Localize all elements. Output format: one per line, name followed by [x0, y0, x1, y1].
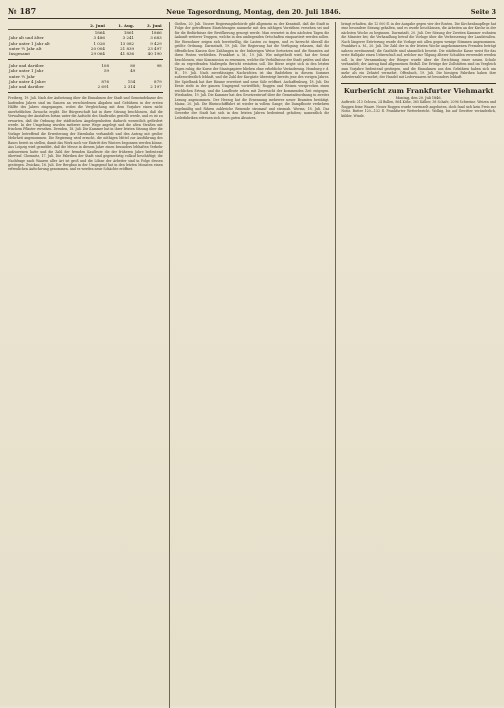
table-column-header — [8, 22, 78, 30]
table-cell: 41 836 — [120, 51, 135, 57]
table-cell: 879 — [154, 78, 162, 84]
table-cell: unter ½ Jahr — [9, 73, 35, 79]
table-cell: 1861 — [123, 30, 135, 36]
table-row — [8, 84, 163, 89]
secondary-table — [8, 63, 163, 89]
table-cell: Insgesamt — [9, 51, 30, 57]
page-number: № 187 — [8, 6, 37, 16]
market-report-text: Auftrieb: 213 Ochsen, 24 Bullen, 864 Kühe, 365 Kälber, 38 Schafe, 2096 Schweine. Weizen und Roggen feine Waare. Neuer Roggen wurde vereinzelt angeboten, doch fand sich kein Preis zur Notiz. Butter 120—132 fl. Frankfurter Wetterbericht. Wolkig, bis auf Gewitter veränderlich, kühler, Winde. — [341, 100, 497, 118]
market-report-date: Montag, den 20. Juli 1846. — [395, 95, 442, 100]
column-middle — [169, 22, 330, 708]
table-cell: 108 — [101, 63, 110, 69]
table-cell: 1 026 — [93, 40, 105, 46]
table-body — [8, 30, 163, 57]
table-column-header: 2. Juni — [78, 22, 106, 30]
table-cell: Jahr unter 4 Jahre — [9, 78, 46, 84]
table-cell: 2 197 — [150, 84, 162, 90]
table-cell: 154 — [127, 78, 136, 84]
divider — [341, 83, 496, 84]
table-cell: 21 839 — [120, 45, 135, 51]
table-cell: 80 — [130, 63, 136, 69]
table-header-row — [8, 22, 163, 30]
table-cell: 1866 — [151, 30, 162, 36]
table-column-header: 3. Juni — [135, 22, 163, 30]
table-cell: 2 691 — [97, 84, 110, 90]
table-cell: 3 683 — [150, 35, 162, 41]
table-cell: 29 064 — [90, 51, 105, 57]
population-table — [8, 22, 163, 56]
masthead-name: Neue Tagesordnung — [166, 8, 240, 16]
table-body — [8, 63, 163, 89]
page-header — [8, 6, 496, 19]
table-cell: 9 429 — [150, 40, 162, 46]
table-cell: unter ½ Jahr alt — [9, 45, 42, 51]
table-cell: Jahr und darüber — [9, 84, 45, 90]
table-cell: 23 497 — [147, 45, 162, 51]
table-cell: Jahr unter 1 Jahr alt — [9, 40, 50, 46]
table-row — [8, 51, 163, 56]
table-cell: 49 — [130, 68, 136, 74]
table-cell: 59 — [103, 68, 110, 74]
table-cell: 876 — [101, 78, 110, 84]
article-text: Gießen, 20. Juli. Unsere Regierungsbehörde gibt allgemein zu der Kenntniß, daß die Stadt in Folge der getroffenen Einrichtungen nunmehr mit den nöthigen Vorräthen versehen sei und für die Bedürfnisse der Bevölkerung gesorgt werde. Man erwartet in den nächsten Tagen die Ankunft weiterer Truppen, welche in den umliegenden Ortschaften einquartiert werden sollen. Die Einwohner zeigen sich bereitwillig, die Lasten zu tragen, und es herrscht überall die größte Ordnung. Darmstadt, 19. Juli. Die Regierung hat die Verfügung erlassen, daß die öffentlichen Kassen ihre Zahlungen in der bisherigen Weise fortsetzen und die Beamten auf ihren Posten verbleiben. Frankfurt a. M., 19. Juli. Wie mitgetheilt wird, hat der Senat beschlossen, eine Kommission zu ernennen, welche die Verhältnisse der Stadt prüfen und über die zu ergreifenden Maßregeln Bericht erstatten soll. Die Börse zeigte sich in den letzten Tagen ruhig; die Kurse der Staatspapiere blieben ohne erhebliche Veränderung. Homburg v. d. H., 19. Juli. Nach zuverlässigen Nachrichten ist das Badeleben in diesem Sommer außerordentlich lebhaft, und die Zahl der Kurgäste übersteigt bereits jene des vorigen Jahres. Die Spielbank hat ihre Räume erweitert und neue Säle eröffnet. Aschaffenburg, 18. Juli. Die Ernte steht in der ganzen Umgegend vortrefflich; Roggen und Weizen versprechen einen reichlichen Ertrag, und die Landleute sehen mit Zuversicht der kommenden Zeit entgegen. Wiesbaden, 19. Juli. Die Kammer hat den Gesetzentwurf über die Gemeindeordnung in zweiter Lesung angenommen. Der Herzog hat die Ernennung mehrerer neuer Beamten bestätigt. Mainz, 20. Juli. Die Rheinschifffahrt ist wieder in vollem Gange; die Dampfboote verkehren regelmäßig und führen zahlreiche Reisende stromauf und stromab. Worms, 18. Juli. Das Gewerbe der Stadt hat sich in den letzten Jahren bedeutend gehoben; namentlich die Lederfabriken erfreuen sich eines guten Absatzes. — [174, 22, 330, 120]
column-left — [8, 22, 163, 708]
table-cell: Jahr und darüber — [9, 63, 45, 69]
column-layout — [8, 22, 496, 708]
dateline: Montag, den 20. Juli 1846. — [243, 8, 341, 16]
divider — [8, 92, 163, 93]
table-cell: 98 — [156, 63, 162, 69]
table-column-header: 1. Aug. — [106, 22, 135, 30]
article-text: Freiberg, 19. Juli. Nach der Aufsetzung über die Einnahmen der Stadt und Gemeindekasse des laufenden Jahres sind im Ganzen an verschiedenen Abgaben und Gebühren in der ersten Hälfte des Jahres eingegangen, wobei die Vergleichung mit dem Vorjahre einen nicht unerheblichen Zuwachs ergibt. Die Bürgerschaft hat in ihrer Sitzung beschlossen, daß die Verwaltung der Anstalten fortan unter die Aufsicht des Stadtraths gestellt werde, und es ist zu erwarten, daß die Ordnung der städtischen Angelegenheiten dadurch wesentlich gefördert werde. In der Umgebung wurden mehrere neue Wege angelegt und die alten Straßen mit frischem Pflaster versehen. Dresden, 18. Juli. Die Kammer hat in ihrer letzten Sitzung über die Vorlage betreffend die Erweiterung der Eisenbahn verhandelt und den Antrag mit großer Mehrheit angenommen. Die Regierung wird ersucht, die nöthigen Mittel zur Ausführung des Baues bereit zu stellen, damit das Werk noch vor Eintritt des Winters begonnen werden könne. Aus Leipzig wird gemeldet, daß die Messe in diesem Jahre einen besonders lebhaften Verkehr aufzuweisen hatte und die Zahl der fremden Kaufleute die der früheren Jahre bedeutend übertraf. Chemnitz, 17. Juli. Die Fabriken der Stadt sind gegenwärtig vollauf beschäftigt; die Nachfrage nach Waaren aller Art ist groß und die Löhne der Arbeiter sind in Folge dessen gestiegen. Zwickau, 16. Juli. Der Bergbau in der Umgegend hat in den letzten Monaten einen erfreulichen Aufschwung genommen, und es werden neue Schächte eröffnet. — [8, 96, 163, 172]
table-cell: 40 190 — [147, 51, 162, 57]
sheet-number: Seite 3 — [470, 8, 496, 16]
table-cell: Jahr unter 1 Jahr — [9, 68, 44, 74]
article-text: bringt erhalten, die 12 000 fl. in der Ausgabe gegen vier der Rosten. Die Kirchenbaupflege hat eine besondere Sitzung gehalten, und es wurde beschlossen, die Arbeiten an der Kirche in der nächsten Woche zu beginnen. Darmstadt, 20. Juli. Der Sitzung der Zweiten Kammer wohnten die Minister bei; die Verhandlung betraf die Vorlage über die Verbesserung der Landstraßen. Nach längerer Erörterung wurde die Vorlage mit allen gegen wenige Stimmen angenommen. Frankfurt a. M., 20. Juli. Die Zahl der in der letzten Woche angekommenen Fremden beträgt nahezu zweitausend; die Gasthöfe sind sämmtlich besetzt. Die städtische Kasse weist für das erste Halbjahr einen Ueberschuß auf, welcher zur Tilgung älterer Schulden verwendet werden soll. In der Versammlung der Bürger wurde über die Errichtung einer neuen Schule verhandelt; der Antrag fand allgemeinen Beifall. Die Erträge der Zollstätten sind im Vergleich zum Vorjahre bedeutend gestiegen, und die Einnahmen aus den Gebühren haben sich um mehr als ein Zehntel vermehrt. Offenbach, 19. Juli. Die hiesigen Fabriken haben ihre Arbeiterzahl vermehrt; der Handel mit Lederwaaren ist besonders lebhaft. — [341, 22, 497, 80]
column-right — [335, 22, 496, 708]
table-cell: 13 082 — [120, 40, 135, 46]
table-cell: 1864 — [94, 30, 105, 36]
table-cell: 3 486 — [93, 35, 105, 41]
market-report-title: Kurbericht zum Frankfurter Viehmarkt — [343, 86, 494, 95]
table-cell: Jahr alt und älter — [9, 35, 44, 41]
table-cell: 3 241 — [122, 35, 135, 41]
divider — [8, 59, 163, 60]
table-cell: 2 314 — [123, 84, 136, 90]
table-cell: 20 004 — [90, 45, 105, 51]
masthead-title: Neue Tagesordnung, Montag, den 20. Juli 1846. — [166, 8, 341, 16]
